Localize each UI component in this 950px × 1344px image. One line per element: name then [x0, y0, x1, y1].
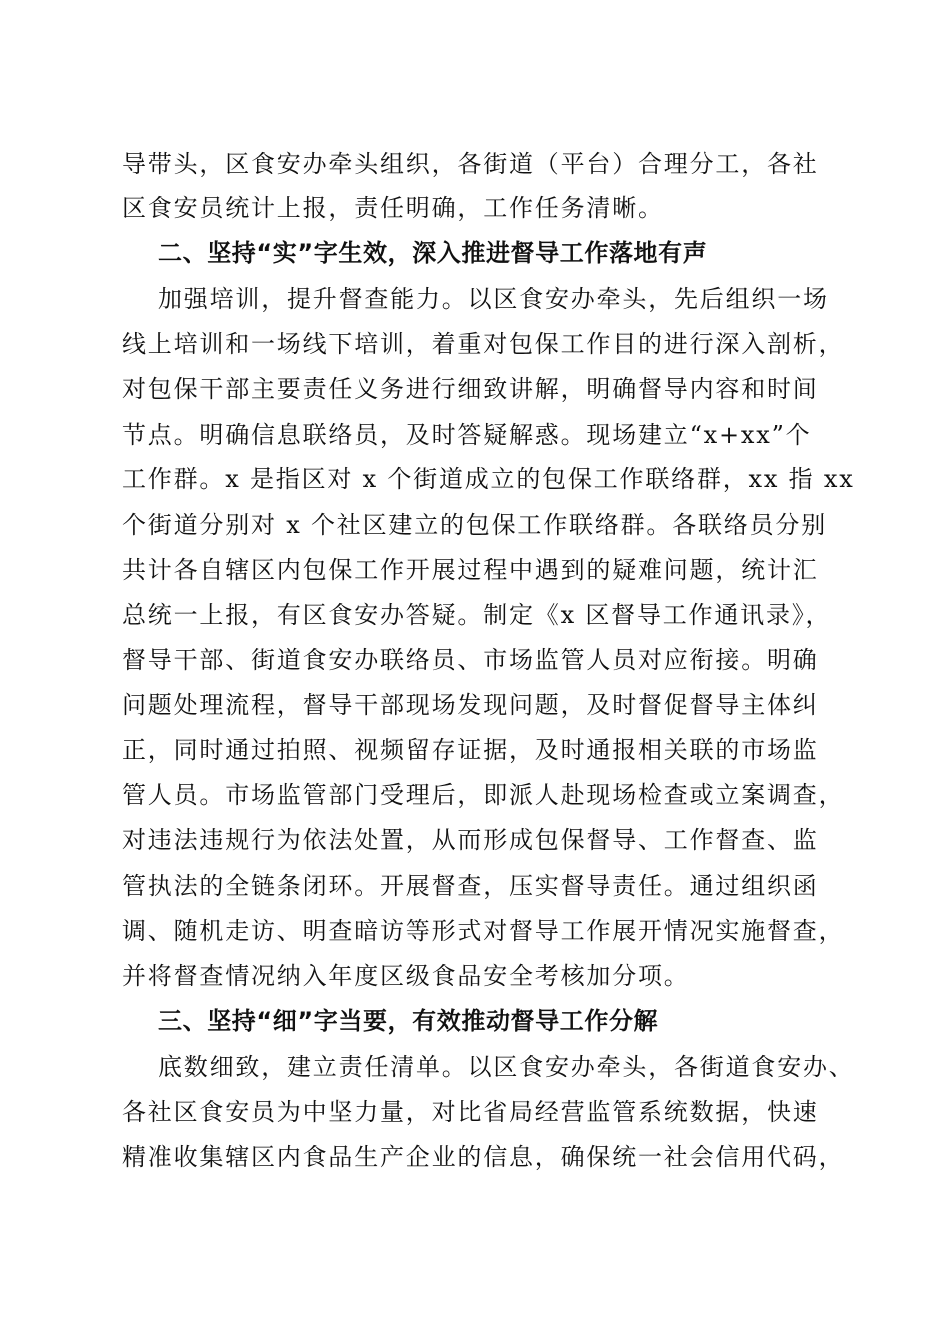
body-text-line: 正，同时通过拍照、视频留存证据，及时通报相关联的市场监	[122, 736, 819, 764]
body-text-line: 各社区食安员为中坚力量，对比省局经营监管系统数据，快速	[122, 1098, 819, 1126]
body-text-line: 区食安员统计上报，责任明确，工作任务清晰。	[122, 194, 664, 222]
body-text-line: 个街道分别对 x 个社区建立的包保工作联络群。各联络员分别	[122, 511, 827, 539]
section-heading-3: 三、坚持“细”字当要，有效推动督导工作分解	[158, 1007, 659, 1035]
body-text-line: 对违法违规行为依法处置，从而形成包保督导、工作督查、监	[122, 826, 819, 854]
body-text-line: 管执法的全链条闭环。开展督查，压实督导责任。通过组织函	[122, 872, 819, 900]
body-text-line: 节点。明确信息联络员，及时答疑解惑。现场建立“x+xx”个	[122, 421, 812, 449]
body-text-line: 督导干部、街道食安办联络员、市场监管人员对应衔接。明确	[122, 646, 819, 674]
body-text-line: 工作群。x 是指区对 x 个街道成立的包保工作联络群，xx 指 xx	[122, 465, 855, 493]
body-text-line: 对包保干部主要责任义务进行细致讲解，明确督导内容和时间	[122, 375, 819, 403]
body-text-line: 问题处理流程，督导干部现场发现问题，及时督促督导主体纠	[122, 691, 819, 719]
body-text-line: 导带头，区食安办牵头组织，各街道（平台）合理分工，各社	[122, 150, 819, 178]
body-text-line: 管人员。市场监管部门受理后，即派人赴现场检查或立案调查，	[122, 781, 845, 809]
paragraph-first-line: 底数细致，建立责任清单。以区食安办牵头，各街道食安办、	[158, 1053, 855, 1081]
paragraph-first-line: 加强培训，提升督查能力。以区食安办牵头，先后组织一场	[158, 285, 829, 313]
body-text-line: 精准收集辖区内食品生产企业的信息，确保统一社会信用代码，	[122, 1143, 845, 1171]
body-text-line: 总统一上报，有区食安办答疑。制定《x 区督导工作通讯录》，	[122, 601, 832, 629]
body-text-line: 线上培训和一场线下培训，着重对包保工作目的进行深入剖析，	[122, 330, 845, 358]
body-text-line: 并将督查情况纳入年度区级食品安全考核加分项。	[122, 962, 690, 990]
body-text-line: 调、随机走访、明查暗访等形式对督导工作展开情况实施督查，	[122, 917, 845, 945]
body-text-line: 共计各自辖区内包保工作开展过程中遇到的疑难问题，统计汇	[122, 556, 819, 584]
section-heading-2: 二、坚持“实”字生效，深入推进督导工作落地有声	[158, 239, 708, 267]
